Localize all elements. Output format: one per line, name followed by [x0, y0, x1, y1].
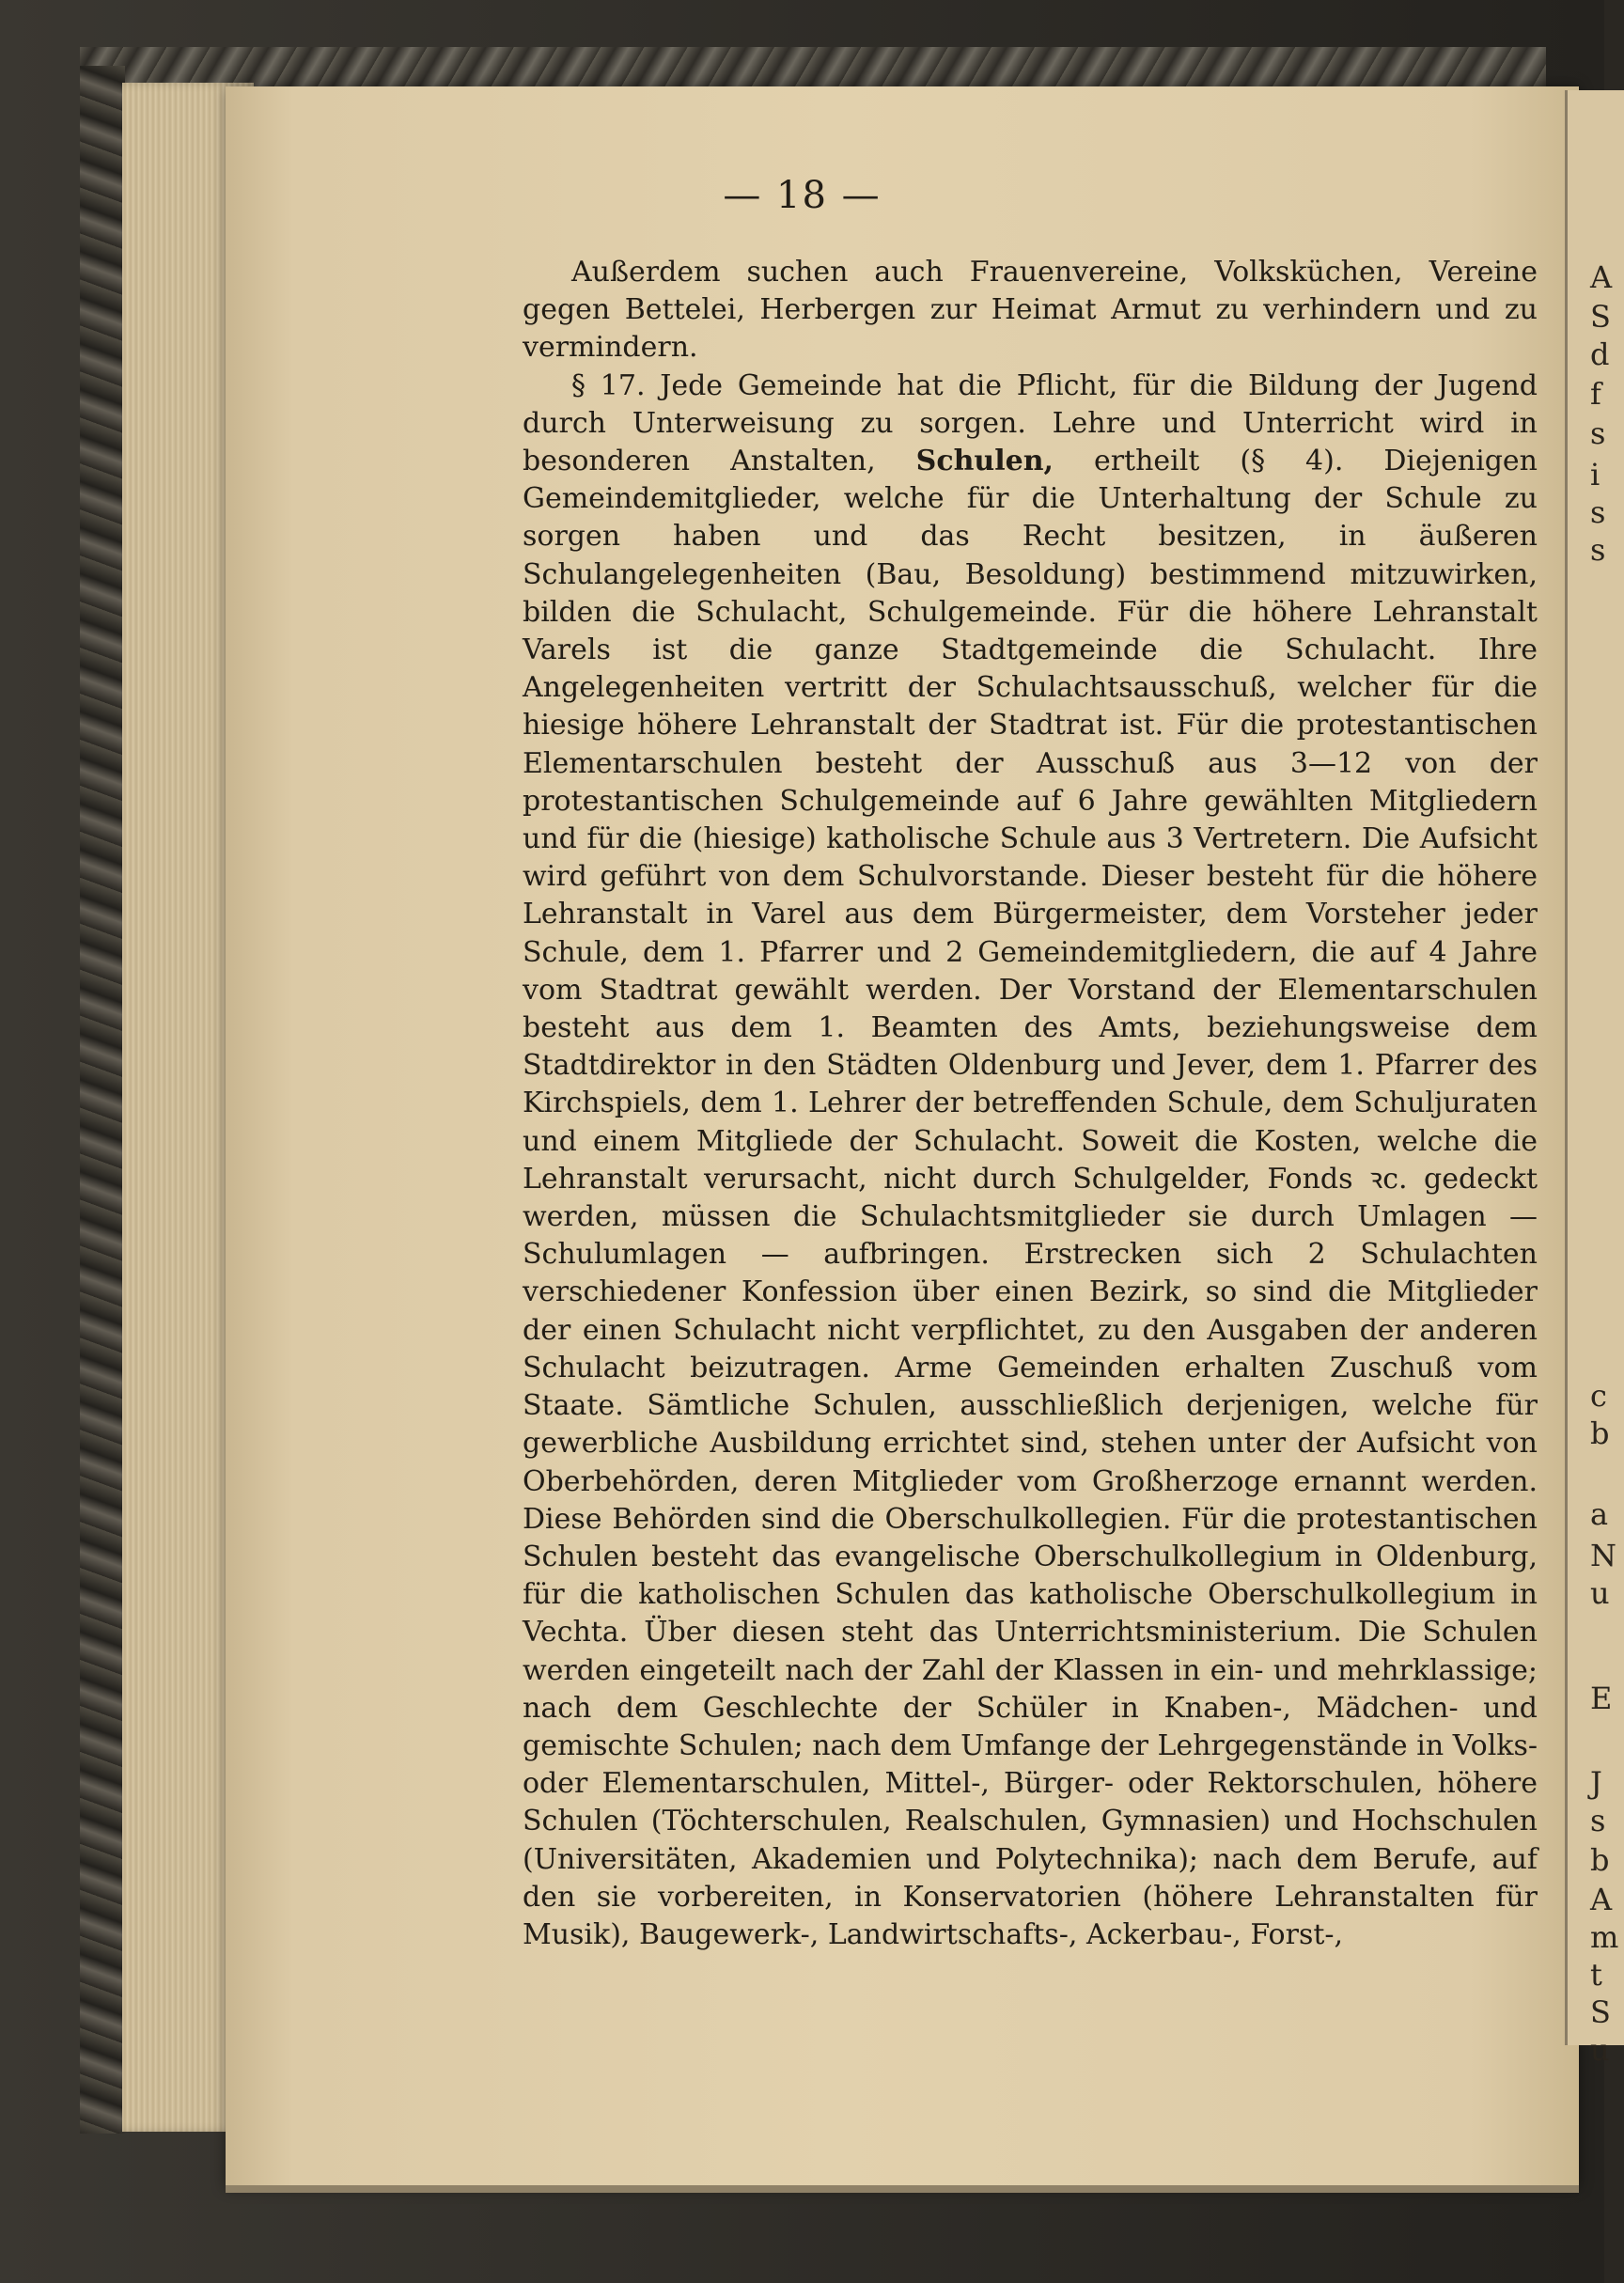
next-page-letter: f — [1590, 376, 1601, 412]
next-page-letter: s — [1590, 494, 1606, 530]
next-page-letter: b — [1590, 1415, 1610, 1451]
next-page-letter: a — [1590, 1496, 1609, 1532]
next-page-letter: S — [1590, 299, 1611, 335]
next-page-letter: s — [1590, 415, 1606, 451]
next-page-letter: m — [1590, 1919, 1619, 1955]
next-page-letter: A — [1590, 259, 1613, 295]
paragraph: Außerdem suchen auch Frauenvereine, Volksküchen, Vereine gegen Bettelei, Herbergen zur Heimat Armut zu verhindern und zu vermindern. — [523, 256, 1538, 365]
next-page-letter: t — [1590, 1957, 1602, 1993]
next-page-letter: s — [1590, 532, 1606, 568]
next-page-letter: S — [1590, 1994, 1611, 2030]
bold-term: Schulen, — [915, 445, 1054, 478]
page-number: — 18 — — [723, 174, 882, 217]
next-page-edge — [1565, 90, 1624, 2068]
book-cover-marbled-left — [80, 66, 125, 2134]
next-page-letter: J — [1590, 1765, 1602, 1801]
next-page-letter: N — [1590, 1538, 1616, 1573]
next-page-letter: A — [1590, 1882, 1613, 1917]
paragraph-text: § 17. Jede Gemeinde hat die Pflicht, für die Bildung der Jugend durch Unterweisung zu sorgen. Lehre und Unterricht wird in besonderen Anstalten, — [523, 368, 1538, 478]
next-page-letter: u — [1590, 1575, 1610, 1611]
next-page-letter: i — [1590, 457, 1601, 493]
paragraph — [523, 367, 1538, 1955]
page-bottom-edge — [226, 2185, 1579, 2193]
next-page-letter: b — [1590, 1842, 1610, 1878]
next-page-letter: E — [1590, 1681, 1613, 1716]
next-page-letter: u — [1590, 2032, 1610, 2068]
paragraph-text: ertheilt (§ 4). Diejenigen Gemeindemitglieder, welche für die Unterhaltung der Schule zu sorgen haben und das Recht besitzen, in äußeren Schulangelegenheiten (Bau, Besoldung) bestimmend mitzuwirken, bilden die Schulacht, Schulgemeinde. Für die höhere Lehranstalt Varels ist die ganze Stadtgemeinde die Schulacht. Ihre Angelegenheiten vertritt der Schulachtsausschuß, welcher für die hiesige höhere Lehranstalt der Stadtrat ist. Für die protestantischen Elementarschulen besteht der Ausschuß aus 3—12 von der protestantischen Schulgemeinde auf 6 Jahre gewählten Mitgliedern und für die (hiesige) katholische Schule aus 3 Vertretern. Die Aufsicht wird geführt von dem Schulvorstande. Dieser besteht für die höhere Lehranstalt in Varel aus dem Bürgermeister, dem Vorsteher jeder Schule, dem 1. Pfarrer und 2 Gemeindemitgliedern, die auf 4 Jahre vom Stadtrat gewählt werden. Der Vorstand der Elementarschulen besteht aus dem 1. Beamten des Amts, beziehungsweise dem Stadtdirektor in den Städten Oldenburg und Jever, dem 1. Pfarrer des Kirchspiels, dem 1. Lehrer der betreffenden Schule, dem Schuljuraten und einem Mitgliede der Schulacht. Soweit die Kosten, welche die Lehranstalt verursacht, nicht durch Schulgelder, Fonds ꝛc. gedeckt werden, müssen die Schulachtsmitglieder sie durch Umlagen — Schulumlagen — aufbringen. Erstrecken sich 2 Schulachten verschiedener Konfession über einen Bezirk, so sind die Mitglieder der einen Schulacht nicht verpflichtet, zu den Ausgaben der anderen Schulacht beizutragen. Arme Gemeinden erhalten Zuschuß vom Staate. Sämtliche Schulen, ausschließlich derjenigen, welche für gewerbliche Ausbildung errichtet sind, stehen unter der Aufsicht von Oberbehörden, deren Mitglieder vom Großherzoge ernannt werden. Diese Behörden sind die Oberschulkollegien. Für die protestantischen Schulen besteht das evangelische Oberschulkollegium in Oldenburg, für die katholischen Schulen das katholische Oberschulkollegium in Vechta. Über diesen steht das Unterrichtsministerium. Die Schulen werden eingeteilt nach der Zahl der Klassen in ein- und mehrklassige; nach dem Geschlechte der Schüler in Knaben-, Mädchen- und gemischte Schulen; nach dem Umfange der Lehrgegenstände in Volks- oder Elementarschulen, Mittel-, Bürger- oder Rektorschulen, höhere Schulen (Töchterschulen, Realschulen, Gymnasien) und Hochschulen (Universitäten, Akademien und Polytechnika); nach dem Berufe, auf den sie vorbereiten, in Konservatorien (höhere Lehranstalten für Musik), Baugewerk-, Landwirtschafts-, Ackerbau-, Forst-, — [523, 445, 1538, 1951]
next-page-letter: s — [1590, 1803, 1606, 1838]
next-page-letter: d — [1590, 336, 1610, 372]
next-page-letter: c — [1590, 1378, 1607, 1414]
body-text — [523, 254, 1538, 1954]
